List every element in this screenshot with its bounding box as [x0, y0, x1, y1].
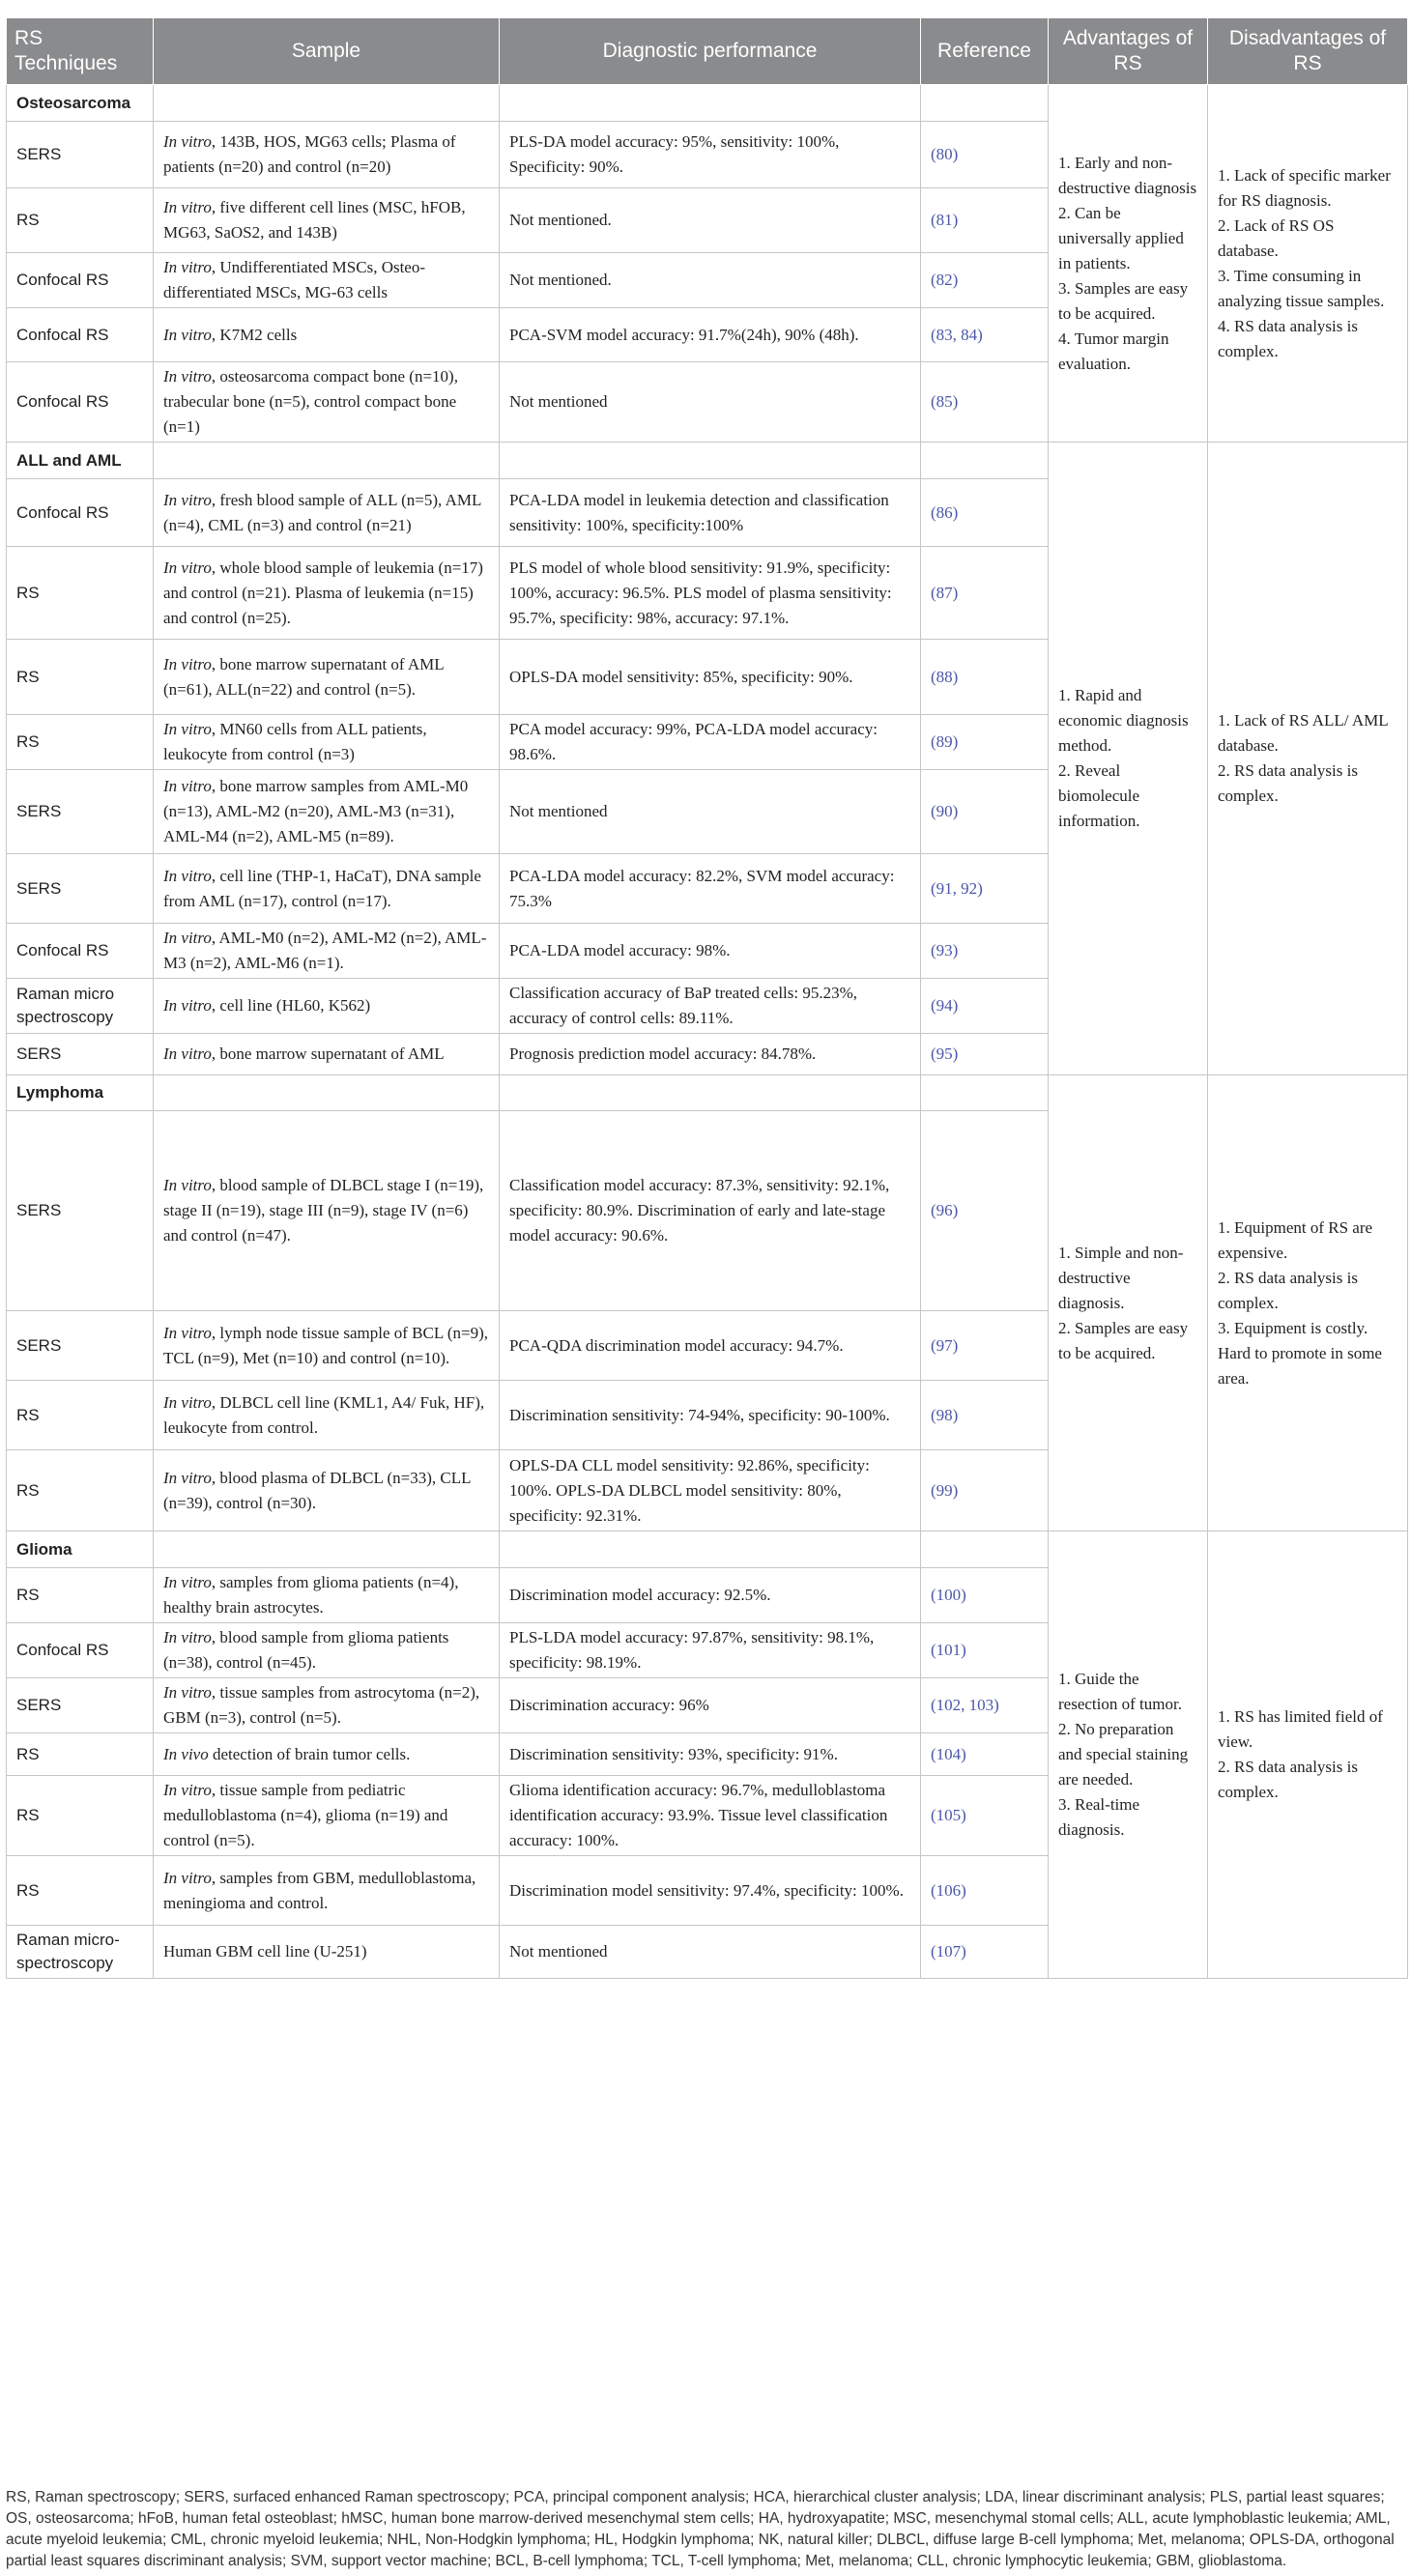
- performance-cell: PLS-DA model accuracy: 95%, sensitivity: 100%, Specificity: 90%.: [500, 122, 921, 188]
- table-header-row: [7, 18, 1408, 85]
- performance-cell: Discrimination model sensitivity: 97.4%, specificity: 100%.: [500, 1856, 921, 1926]
- empty-cell: [154, 85, 500, 122]
- rs-techniques-table: [6, 17, 1408, 1979]
- performance-cell: Not mentioned.: [500, 188, 921, 253]
- empty-cell: [154, 1531, 500, 1568]
- sample-cell: [154, 1623, 500, 1678]
- sample-text: , cell line (HL60, K562): [211, 996, 371, 1015]
- sample-text: , blood sample of DLBCL stage I (n=19), stage II (n=19), stage III (n=9), stage IV (n=6) and control (n=47).: [163, 1176, 484, 1245]
- sample-text: , fresh blood sample of ALL (n=5), AML (n=4), CML (n=3) and control (n=21): [163, 490, 481, 534]
- study-setting: In vitro: [163, 132, 212, 151]
- sample-text: , osteosarcoma compact bone (n=10), trabecular bone (n=5), control compact bone (n=1): [163, 367, 458, 436]
- sample-text: detection of brain tumor cells.: [208, 1744, 411, 1763]
- reference-cell: (85): [921, 362, 1049, 443]
- sample-cell: [154, 253, 500, 308]
- reference-cell: (93): [921, 924, 1049, 979]
- sample-cell: [154, 854, 500, 924]
- performance-cell: OPLS-DA CLL model sensitivity: 92.86%, specificity: 100%. OPLS-DA DLBCL model sensitivity: 80%, specificity: 92.31%.: [500, 1450, 921, 1531]
- technique-cell: RS: [7, 715, 154, 770]
- study-setting: In vitro: [163, 720, 212, 738]
- technique-cell: Confocal RS: [7, 253, 154, 308]
- header-diagnostic-performance: Diagnostic performance: [500, 18, 921, 85]
- technique-cell: RS: [7, 1450, 154, 1531]
- study-setting: In vivo: [163, 1744, 209, 1763]
- performance-cell: Not mentioned: [500, 362, 921, 443]
- technique-cell: RS: [7, 1381, 154, 1450]
- section-title: Osteosarcoma: [7, 85, 154, 122]
- technique-cell: RS: [7, 1568, 154, 1623]
- performance-cell: Prognosis prediction model accuracy: 84.78%.: [500, 1034, 921, 1075]
- empty-cell: [921, 1531, 1049, 1568]
- sample-cell: [154, 1776, 500, 1856]
- sample-text: , tissue sample from pediatric medulloblastoma (n=4), glioma (n=19) and control (n=5).: [163, 1781, 448, 1849]
- performance-cell: PCA-LDA model in leukemia detection and classification sensitivity: 100%, specificity:100%: [500, 479, 921, 547]
- study-setting: In vitro: [163, 367, 212, 386]
- section-title: Lymphoma: [7, 1075, 154, 1111]
- technique-cell: Confocal RS: [7, 1623, 154, 1678]
- study-setting: In vitro: [163, 1392, 212, 1412]
- sample-text: , five different cell lines (MSC, hFOB, MG63, SaOS2, and 143B): [163, 198, 466, 242]
- sample-cell: [154, 1381, 500, 1450]
- performance-cell: Not mentioned: [500, 1926, 921, 1979]
- sample-text: , samples from glioma patients (n=4), healthy brain astrocytes.: [163, 1573, 459, 1617]
- technique-cell: Confocal RS: [7, 479, 154, 547]
- performance-cell: Discrimination sensitivity: 93%, specificity: 91%.: [500, 1733, 921, 1776]
- technique-cell: SERS: [7, 1311, 154, 1381]
- disadvantages-cell: 1. RS has limited field of view. 2. RS data analysis is complex.: [1208, 1531, 1408, 1979]
- sample-cell: [154, 640, 500, 715]
- study-setting: In vitro: [163, 929, 212, 947]
- study-setting: In vitro: [163, 558, 212, 577]
- sample-cell: [154, 1568, 500, 1623]
- section-row: [7, 85, 1408, 122]
- study-setting: In vitro: [163, 1868, 212, 1887]
- technique-cell: Raman micro spectroscopy: [7, 979, 154, 1034]
- sample-text: , blood sample from glioma patients (n=38), control (n=45).: [163, 1628, 449, 1672]
- disadvantages-cell: 1. Lack of RS ALL/ AML database. 2. RS data analysis is complex.: [1208, 443, 1408, 1075]
- performance-cell: PLS model of whole blood sensitivity: 91.9%, specificity: 100%, accuracy: 96.5%. PLS model of plasma sensitivity: 95.7%, specificity: 98%, accuracy: 97.1%.: [500, 547, 921, 640]
- sample-cell: [154, 479, 500, 547]
- disadvantages-cell: 1. Equipment of RS are expensive. 2. RS data analysis is complex. 3. Equipment is costly. Hard to promote in some area.: [1208, 1075, 1408, 1531]
- study-setting: In vitro: [163, 1781, 212, 1799]
- sample-text: , tissue samples from astrocytoma (n=2), GBM (n=3), control (n=5).: [163, 1683, 480, 1727]
- technique-cell: SERS: [7, 770, 154, 854]
- empty-cell: [154, 1075, 500, 1111]
- technique-cell: RS: [7, 547, 154, 640]
- reference-cell: (98): [921, 1381, 1049, 1450]
- sample-text: , bone marrow samples from AML-M0 (n=13), AML-M2 (n=20), AML-M3 (n=31), AML-M4 (n=2), AML-M5 (n=89).: [163, 777, 469, 845]
- study-setting: In vitro: [163, 325, 212, 344]
- performance-cell: Not mentioned: [500, 770, 921, 854]
- performance-cell: Discrimination sensitivity: 74-94%, specificity: 90-100%.: [500, 1381, 921, 1450]
- sample-text: , cell line (THP-1, HaCaT), DNA sample from AML (n=17), control (n=17).: [163, 866, 481, 910]
- study-setting: In vitro: [163, 1573, 212, 1591]
- technique-cell: Confocal RS: [7, 362, 154, 443]
- reference-cell: (89): [921, 715, 1049, 770]
- performance-cell: Classification model accuracy: 87.3%, sensitivity: 92.1%, specificity: 80.9%. Discrimination of early and late-stage model accuracy: 90.6%.: [500, 1111, 921, 1311]
- reference-cell: (83, 84): [921, 308, 1049, 362]
- sample-cell: [154, 308, 500, 362]
- sample-text: , bone marrow supernatant of AML (n=61), ALL(n=22) and control (n=5).: [163, 654, 445, 699]
- empty-cell: [154, 443, 500, 479]
- reference-cell: (91, 92): [921, 854, 1049, 924]
- performance-cell: PLS-LDA model accuracy: 97.87%, sensitivity: 98.1%, specificity: 98.19%.: [500, 1623, 921, 1678]
- table-body: [7, 85, 1408, 1979]
- sample-cell: [154, 362, 500, 443]
- study-setting: In vitro: [163, 1323, 212, 1342]
- reference-cell: (88): [921, 640, 1049, 715]
- sample-text: , 143B, HOS, MG63 cells; Plasma of patients (n=20) and control (n=20): [163, 132, 456, 176]
- study-setting: In vitro: [163, 490, 212, 509]
- disadvantages-cell: 1. Lack of specific marker for RS diagnosis. 2. Lack of RS OS database. 3. Time consuming in analyzing tissue samples. 4. RS data analysis is complex.: [1208, 85, 1408, 443]
- empty-cell: [921, 443, 1049, 479]
- sample-cell: [154, 1856, 500, 1926]
- sample-text: , blood plasma of DLBCL (n=33), CLL (n=39), control (n=30).: [163, 1468, 471, 1512]
- empty-cell: [921, 85, 1049, 122]
- study-setting: In vitro: [163, 258, 212, 276]
- study-setting: In vitro: [163, 654, 212, 673]
- sample-cell: [154, 1733, 500, 1776]
- technique-cell: RS: [7, 188, 154, 253]
- reference-cell: (104): [921, 1733, 1049, 1776]
- sample-cell: [154, 770, 500, 854]
- section-row: [7, 1075, 1408, 1111]
- sample-text: , Undifferentiated MSCs, Osteo-differentiated MSCs, MG-63 cells: [163, 258, 426, 301]
- technique-cell: SERS: [7, 1678, 154, 1733]
- reference-cell: (101): [921, 1623, 1049, 1678]
- reference-cell: (90): [921, 770, 1049, 854]
- header-sample: Sample: [154, 18, 500, 85]
- sample-cell: [154, 979, 500, 1034]
- empty-cell: [500, 443, 921, 479]
- section-title: Glioma: [7, 1531, 154, 1568]
- sample-cell: [154, 188, 500, 253]
- section-row: [7, 1531, 1408, 1568]
- reference-cell: (82): [921, 253, 1049, 308]
- sample-text: , DLBCL cell line (KML1, A4/ Fuk, HF), leukocyte from control.: [163, 1392, 485, 1437]
- technique-cell: SERS: [7, 854, 154, 924]
- table-footnote: RS, Raman spectroscopy; SERS, surfaced enhanced Raman spectroscopy; PCA, principal component analysis; HCA, hierarchical cluster analysis; LDA, linear discriminant analysis; PLS, partial least squares; OS, osteosarcoma; hFoB, human fetal osteoblast; hMSC, human bone marrow-derived mesenchymal stem cells; HA, hydroxyapatite; MSC, mesenchymal stomal cells; ALL, acute lymphoblastic leukemia; AML, acute myeloid leukemia; CML, chronic myeloid leukemia; NHL, Non-Hodgkin lymphoma; HL, Hodgkin lymphoma; NK, natural killer; DLBCL, diffuse large B-cell lymphoma; Met, melanoma; OPLS-DA, orthogonal partial least squares discriminant analysis; SVM, support vector machine; BCL, B-cell lymphoma; TCL, T-cell lymphoma; Met, melanoma; CLL, chronic lymphocytic leukemia; GBM, glioblastoma.: [6, 2489, 1395, 2569]
- sample-cell: [154, 1450, 500, 1531]
- sample-text: , lymph node tissue sample of BCL (n=9), TCL (n=9), Met (n=10) and control (n=10).: [163, 1323, 489, 1367]
- advantages-cell: 1. Guide the resection of tumor. 2. No preparation and special staining are needed. 3. Real-time diagnosis.: [1049, 1531, 1208, 1979]
- performance-cell: Glioma identification accuracy: 96.7%, medulloblastoma identification accuracy: 93.9%. Tissue level classification accuracy: 100%.: [500, 1776, 921, 1856]
- header-advantages: Advantages of RS: [1049, 18, 1208, 85]
- reference-cell: (86): [921, 479, 1049, 547]
- technique-cell: SERS: [7, 122, 154, 188]
- reference-cell: (99): [921, 1450, 1049, 1531]
- empty-cell: [500, 85, 921, 122]
- empty-cell: [921, 1075, 1049, 1111]
- performance-cell: PCA model accuracy: 99%, PCA-LDA model accuracy: 98.6%.: [500, 715, 921, 770]
- header-disadvantages: Disadvantages of RS: [1208, 18, 1408, 85]
- section-row: [7, 443, 1408, 479]
- reference-cell: (105): [921, 1776, 1049, 1856]
- sample-cell: [154, 547, 500, 640]
- study-setting: In vitro: [163, 1176, 212, 1194]
- study-setting: In vitro: [163, 866, 212, 885]
- sample-cell: [154, 1311, 500, 1381]
- study-setting: In vitro: [163, 1628, 212, 1646]
- sample-cell: [154, 1678, 500, 1733]
- sample-cell: [154, 122, 500, 188]
- performance-cell: Classification accuracy of BaP treated cells: 95.23%, accuracy of control cells: 89.11%.: [500, 979, 921, 1034]
- reference-cell: (102, 103): [921, 1678, 1049, 1733]
- study-setting: In vitro: [163, 1683, 212, 1702]
- technique-cell: SERS: [7, 1111, 154, 1311]
- technique-cell: RS: [7, 1776, 154, 1856]
- performance-cell: PCA-LDA model accuracy: 98%.: [500, 924, 921, 979]
- empty-cell: [500, 1531, 921, 1568]
- reference-cell: (107): [921, 1926, 1049, 1979]
- sample-cell: [154, 1034, 500, 1075]
- sample-text: , MN60 cells from ALL patients, leukocyte from control (n=3): [163, 720, 427, 763]
- advantages-cell: 1. Simple and non-destructive diagnosis. 2. Samples are easy to be acquired.: [1049, 1075, 1208, 1531]
- sample-cell: [154, 715, 500, 770]
- section-title: ALL and AML: [7, 443, 154, 479]
- sample-cell: [154, 1111, 500, 1311]
- reference-cell: (97): [921, 1311, 1049, 1381]
- sample-text: , samples from GBM, medulloblastoma, meningioma and control.: [163, 1868, 476, 1912]
- study-setting: In vitro: [163, 1045, 212, 1063]
- study-setting: In vitro: [163, 198, 212, 216]
- header-rs-techniques: RS Techniques: [7, 18, 154, 85]
- technique-cell: Confocal RS: [7, 308, 154, 362]
- sample-cell: [154, 1926, 500, 1979]
- performance-cell: Discrimination accuracy: 96%: [500, 1678, 921, 1733]
- sample-text: , bone marrow supernatant of AML: [211, 1045, 445, 1063]
- sample-text: , whole blood sample of leukemia (n=17) and control (n=21). Plasma of leukemia (n=15) and control (n=25).: [163, 558, 483, 627]
- technique-cell: RS: [7, 1856, 154, 1926]
- empty-cell: [500, 1075, 921, 1111]
- reference-cell: (100): [921, 1568, 1049, 1623]
- reference-cell: (95): [921, 1034, 1049, 1075]
- study-setting: In vitro: [163, 1468, 212, 1487]
- sample-cell: [154, 924, 500, 979]
- sample-text: , AML-M0 (n=2), AML-M2 (n=2), AML-M3 (n=2), AML-M6 (n=1).: [163, 929, 487, 972]
- study-setting: In vitro: [163, 777, 212, 795]
- technique-cell: RS: [7, 640, 154, 715]
- study-setting: In vitro: [163, 996, 212, 1015]
- performance-cell: PCA-QDA discrimination model accuracy: 94.7%.: [500, 1311, 921, 1381]
- sample-text: , K7M2 cells: [211, 325, 298, 344]
- performance-cell: OPLS-DA model sensitivity: 85%, specificity: 90%.: [500, 640, 921, 715]
- reference-cell: (87): [921, 547, 1049, 640]
- reference-cell: (81): [921, 188, 1049, 253]
- performance-cell: Not mentioned.: [500, 253, 921, 308]
- reference-cell: (94): [921, 979, 1049, 1034]
- reference-cell: (96): [921, 1111, 1049, 1311]
- performance-cell: PCA-LDA model accuracy: 82.2%, SVM model accuracy: 75.3%: [500, 854, 921, 924]
- technique-cell: Confocal RS: [7, 924, 154, 979]
- sample-text: Human GBM cell line (U-251): [163, 1942, 367, 1961]
- performance-cell: Discrimination model accuracy: 92.5%.: [500, 1568, 921, 1623]
- technique-cell: SERS: [7, 1034, 154, 1075]
- advantages-cell: 1. Rapid and economic diagnosis method. 2. Reveal biomolecule information.: [1049, 443, 1208, 1075]
- reference-cell: (80): [921, 122, 1049, 188]
- advantages-cell: 1. Early and non-destructive diagnosis 2. Can be universally applied in patients. 3. Samples are easy to be acquired. 4. Tumor margin evaluation.: [1049, 85, 1208, 443]
- technique-cell: RS: [7, 1733, 154, 1776]
- performance-cell: PCA-SVM model accuracy: 91.7%(24h), 90% (48h).: [500, 308, 921, 362]
- header-reference: Reference: [921, 18, 1049, 85]
- technique-cell: Raman micro-spectroscopy: [7, 1926, 154, 1979]
- reference-cell: (106): [921, 1856, 1049, 1926]
